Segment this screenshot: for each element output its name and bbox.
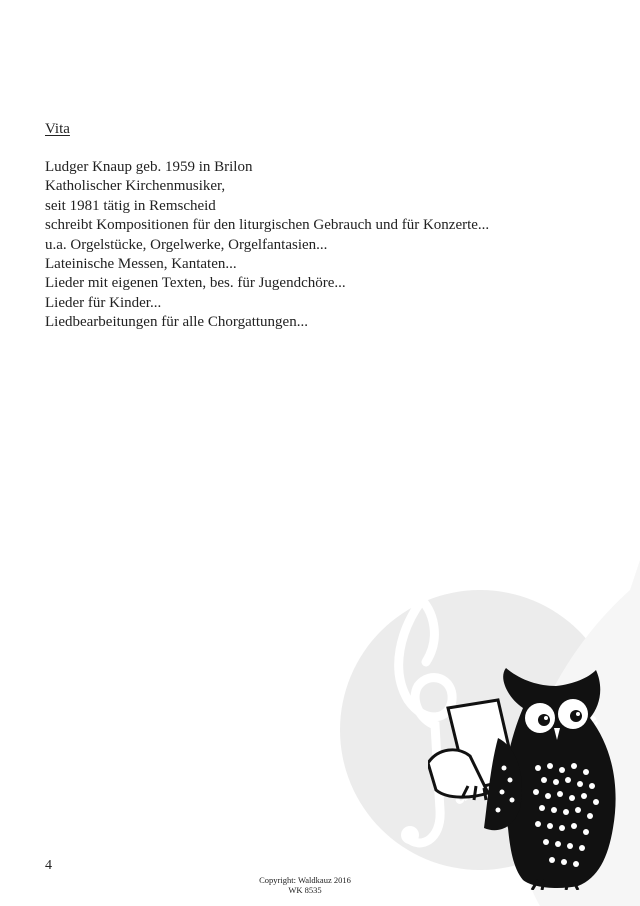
- vita-line: Lieder für Kinder...: [45, 294, 162, 311]
- vita-line: seit 1981 tätig in Remscheid: [45, 197, 216, 214]
- vita-line: Lateinische Messen, Kantaten...: [45, 256, 237, 273]
- vita-text: [45, 158, 489, 333]
- page-number: 4: [45, 858, 52, 873]
- vita-line: u.a. Orgelstücke, Orgelwerke, Orgelfantasien...: [45, 236, 328, 253]
- vita-line: Liedbearbeitungen für alle Chorgattungen...: [45, 314, 308, 331]
- owl-logo-icon: [428, 668, 628, 890]
- vita-line: Katholischer Kirchenmusiker,: [45, 178, 226, 195]
- catalog-number: WK 8535: [288, 885, 322, 895]
- vita-heading: Vita: [45, 121, 70, 137]
- copyright-notice: [240, 875, 370, 895]
- vita-line: Lieder mit eigenen Texten, bes. für Jugendchöre...: [45, 275, 346, 292]
- copyright-text: Copyright: Waldkauz 2016: [259, 875, 351, 885]
- vita-line: Ludger Knaup geb. 1959 in Brilon: [45, 159, 253, 175]
- vita-line: schreibt Kompositionen für den liturgischen Gebrauch und für Konzerte...: [45, 217, 490, 234]
